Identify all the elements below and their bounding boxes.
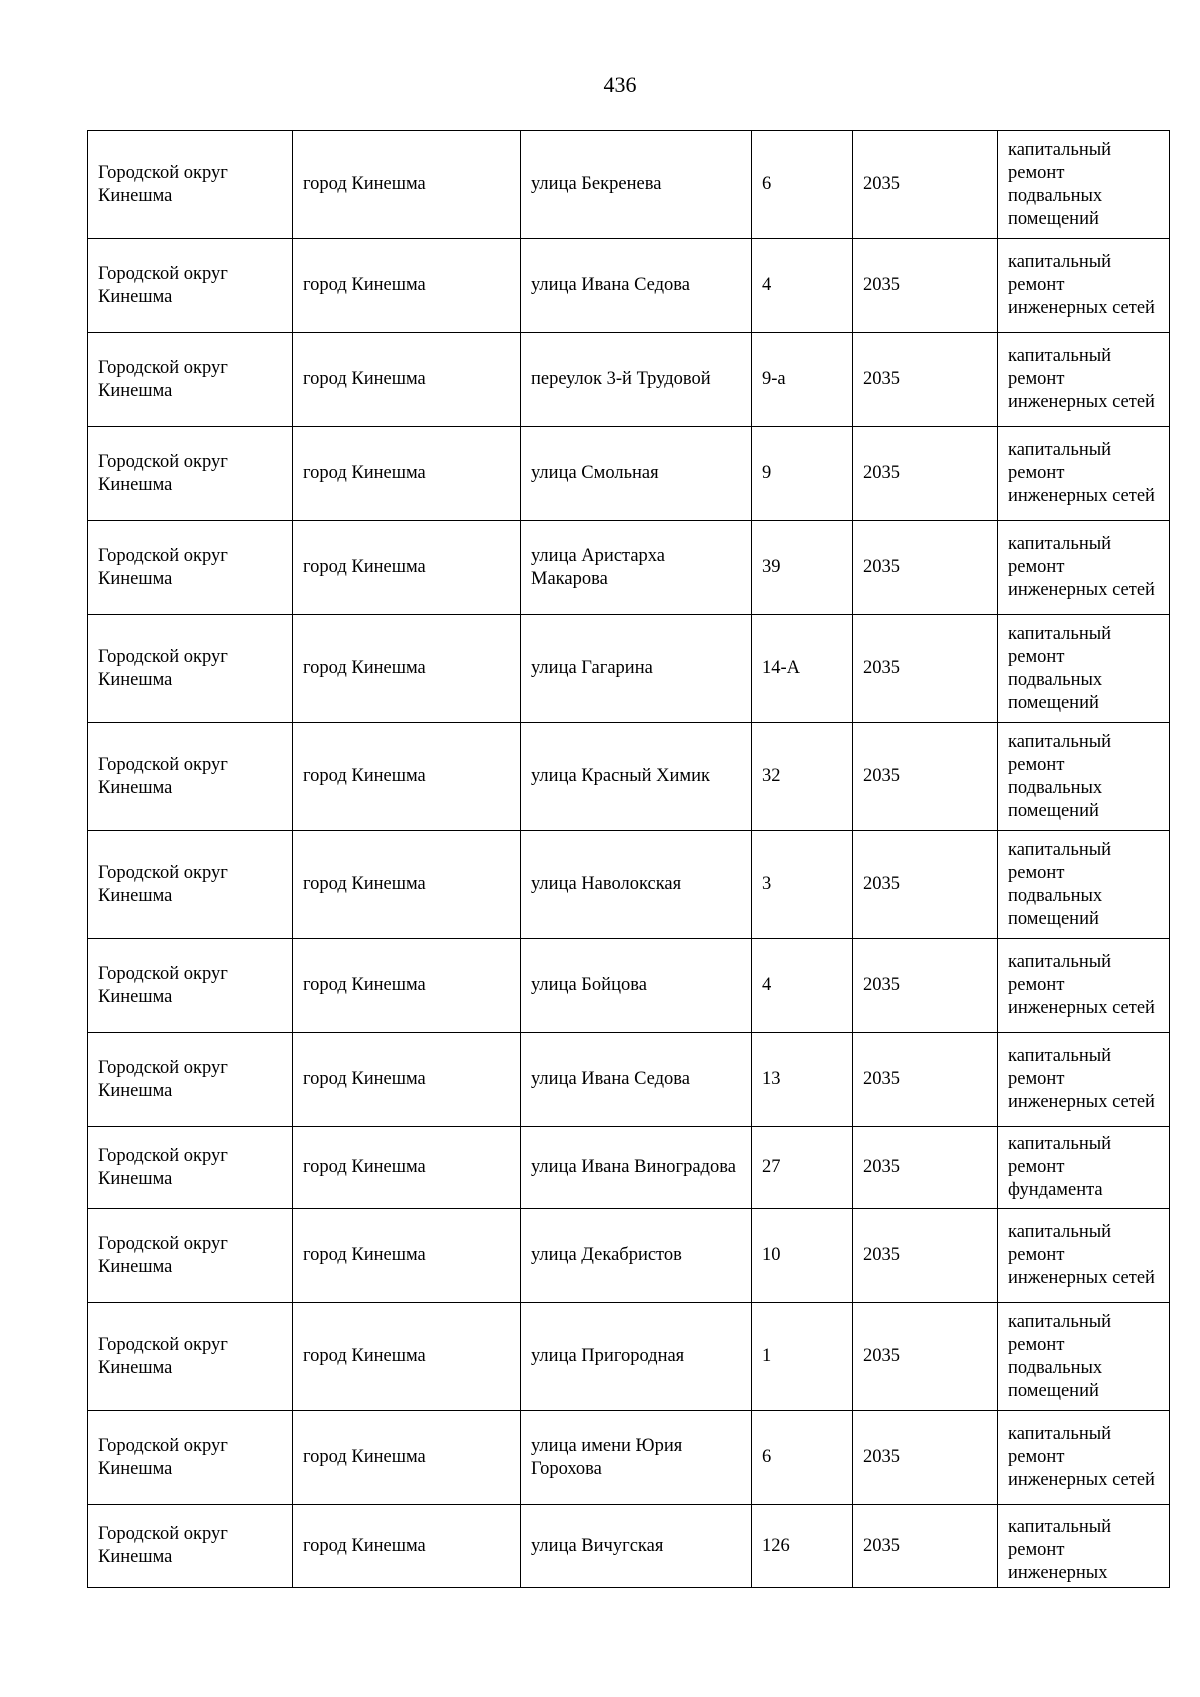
cell-street: улица Декабристов	[521, 1209, 752, 1303]
cell-settlement: город Кинешма	[293, 939, 521, 1033]
cell-settlement: город Кинешма	[293, 1033, 521, 1127]
table-row	[88, 131, 1170, 239]
table-row	[88, 723, 1170, 831]
cell-municipality: Городской округ Кинешма	[88, 1127, 293, 1209]
cell-work: капитальный ремонт инженерных сетей	[998, 1209, 1170, 1303]
cell-house: 3	[752, 831, 853, 939]
table-row	[88, 427, 1170, 521]
cell-settlement: город Кинешма	[293, 333, 521, 427]
cell-settlement: город Кинешма	[293, 1411, 521, 1505]
cell-year: 2035	[853, 1505, 998, 1588]
table-row	[88, 615, 1170, 723]
cell-municipality: Городской округ Кинешма	[88, 615, 293, 723]
cell-work: капитальный ремонт инженерных сетей	[998, 1411, 1170, 1505]
cell-municipality: Городской округ Кинешма	[88, 723, 293, 831]
cell-year: 2035	[853, 1127, 998, 1209]
cell-municipality: Городской округ Кинешма	[88, 1033, 293, 1127]
cell-work: капитальный ремонт инженерных сетей	[998, 427, 1170, 521]
cell-street: улица Гагарина	[521, 615, 752, 723]
cell-work: капитальный ремонт подвальных помещений	[998, 131, 1170, 239]
cell-house: 14-А	[752, 615, 853, 723]
table-row	[88, 1303, 1170, 1411]
cell-municipality: Городской округ Кинешма	[88, 1505, 293, 1588]
cell-work: капитальный ремонт инженерных сетей	[998, 521, 1170, 615]
cell-work: капитальный ремонт фундамента	[998, 1127, 1170, 1209]
cell-settlement: город Кинешма	[293, 723, 521, 831]
cell-year: 2035	[853, 131, 998, 239]
cell-settlement: город Кинешма	[293, 131, 521, 239]
cell-house: 9	[752, 427, 853, 521]
cell-house: 13	[752, 1033, 853, 1127]
cell-house: 1	[752, 1303, 853, 1411]
cell-year: 2035	[853, 1033, 998, 1127]
cell-settlement: город Кинешма	[293, 1303, 521, 1411]
cell-work: капитальный ремонт инженерных сетей	[998, 239, 1170, 333]
cell-house: 4	[752, 239, 853, 333]
page-number: 436	[603, 72, 637, 97]
cell-year: 2035	[853, 1411, 998, 1505]
cell-settlement: город Кинешма	[293, 1209, 521, 1303]
cell-house: 39	[752, 521, 853, 615]
cell-street: улица Ивана Седова	[521, 239, 752, 333]
cell-house: 27	[752, 1127, 853, 1209]
cell-street: улица имени Юрия Горохова	[521, 1411, 752, 1505]
table-row	[88, 1033, 1170, 1127]
cell-work: капитальный ремонт инженерных	[998, 1505, 1170, 1588]
cell-street: улица Бекренева	[521, 131, 752, 239]
cell-house: 4	[752, 939, 853, 1033]
cell-settlement: город Кинешма	[293, 1505, 521, 1588]
cell-municipality: Городской округ Кинешма	[88, 131, 293, 239]
cell-settlement: город Кинешма	[293, 615, 521, 723]
cell-settlement: город Кинешма	[293, 239, 521, 333]
table-body	[88, 131, 1170, 1588]
cell-house: 9-а	[752, 333, 853, 427]
cell-work: капитальный ремонт инженерных сетей	[998, 333, 1170, 427]
cell-house: 32	[752, 723, 853, 831]
table-row	[88, 1127, 1170, 1209]
table-row	[88, 333, 1170, 427]
cell-house: 6	[752, 1411, 853, 1505]
cell-municipality: Городской округ Кинешма	[88, 333, 293, 427]
table-row	[88, 1209, 1170, 1303]
table-row	[88, 239, 1170, 333]
cell-municipality: Городской округ Кинешма	[88, 831, 293, 939]
cell-work: капитальный ремонт подвальных помещений	[998, 1303, 1170, 1411]
cell-year: 2035	[853, 333, 998, 427]
cell-house: 10	[752, 1209, 853, 1303]
cell-year: 2035	[853, 831, 998, 939]
cell-municipality: Городской округ Кинешма	[88, 239, 293, 333]
cell-work: капитальный ремонт подвальных помещений	[998, 831, 1170, 939]
cell-year: 2035	[853, 239, 998, 333]
cell-municipality: Городской округ Кинешма	[88, 939, 293, 1033]
cell-municipality: Городской округ Кинешма	[88, 521, 293, 615]
cell-settlement: город Кинешма	[293, 521, 521, 615]
cell-year: 2035	[853, 1303, 998, 1411]
cell-settlement: город Кинешма	[293, 831, 521, 939]
cell-year: 2035	[853, 521, 998, 615]
cell-settlement: город Кинешма	[293, 427, 521, 521]
repair-schedule-table	[87, 130, 1170, 1588]
cell-year: 2035	[853, 427, 998, 521]
cell-house: 6	[752, 131, 853, 239]
cell-municipality: Городской округ Кинешма	[88, 1209, 293, 1303]
cell-street: переулок 3-й Трудовой	[521, 333, 752, 427]
cell-year: 2035	[853, 723, 998, 831]
cell-settlement: город Кинешма	[293, 1127, 521, 1209]
cell-house: 126	[752, 1505, 853, 1588]
cell-year: 2035	[853, 1209, 998, 1303]
cell-municipality: Городской округ Кинешма	[88, 427, 293, 521]
table-row	[88, 521, 1170, 615]
table-row	[88, 1505, 1170, 1588]
cell-street: улица Красный Химик	[521, 723, 752, 831]
table-row	[88, 939, 1170, 1033]
table-row	[88, 1411, 1170, 1505]
cell-street: улица Наволокская	[521, 831, 752, 939]
cell-street: улица Бойцова	[521, 939, 752, 1033]
cell-work: капитальный ремонт инженерных сетей	[998, 939, 1170, 1033]
cell-year: 2035	[853, 615, 998, 723]
table-row	[88, 831, 1170, 939]
cell-street: улица Пригородная	[521, 1303, 752, 1411]
cell-work: капитальный ремонт инженерных сетей	[998, 1033, 1170, 1127]
cell-street: улица Ивана Седова	[521, 1033, 752, 1127]
cell-street: улица Аристарха Макарова	[521, 521, 752, 615]
cell-work: капитальный ремонт подвальных помещений	[998, 723, 1170, 831]
cell-municipality: Городской округ Кинешма	[88, 1411, 293, 1505]
cell-street: улица Смольная	[521, 427, 752, 521]
cell-work: капитальный ремонт подвальных помещений	[998, 615, 1170, 723]
cell-street: улица Вичугская	[521, 1505, 752, 1588]
cell-year: 2035	[853, 939, 998, 1033]
cell-street: улица Ивана Виноградова	[521, 1127, 752, 1209]
cell-municipality: Городской округ Кинешма	[88, 1303, 293, 1411]
